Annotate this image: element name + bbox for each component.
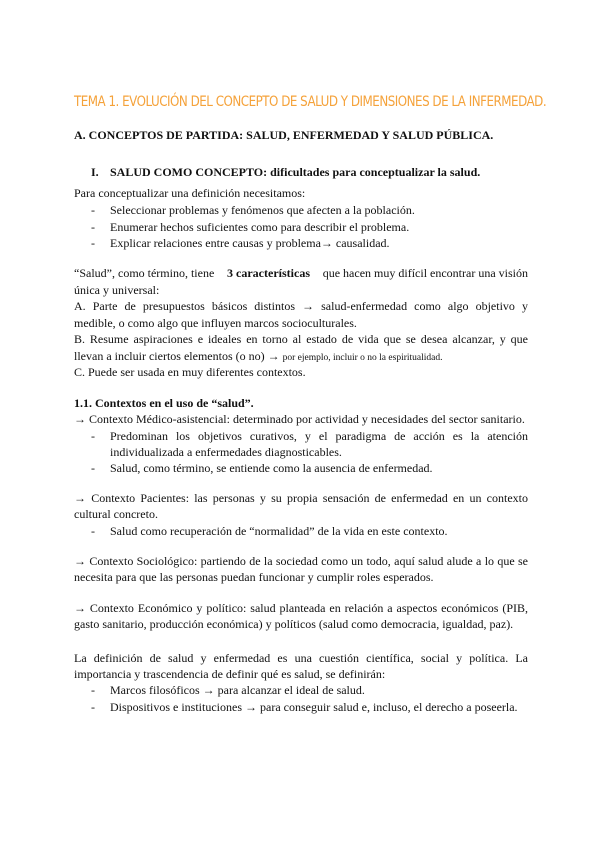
subsection-i-title: SALUD COMO CONCEPTO: dificultades para conceptualizar la salud. bbox=[110, 165, 481, 179]
list-item: individualizada a enfermedades diagnosticables. bbox=[110, 445, 342, 459]
document-title: TEMA 1. EVOLUCIÓN DEL CONCEPTO DE SALUD Y DIMENSIONES DE LA INFERMEDAD. bbox=[74, 94, 547, 110]
item-b-line: B. Resume aspiraciones e ideales en torno al estado de vida que se desea alcanzar, y que bbox=[74, 332, 528, 346]
bullet-dash: - bbox=[91, 461, 95, 475]
context-pacientes: cultural concreto. bbox=[74, 507, 158, 521]
intro-text: Para conceptualizar una definición necesitamos: bbox=[74, 186, 306, 200]
subsection-i-number: I. bbox=[91, 165, 99, 179]
context-pacientes: → Contexto Pacientes: las personas y su propia sensación de enfermedad en un contexto bbox=[74, 491, 528, 505]
bullet-dash: - bbox=[91, 683, 95, 697]
list-item: Dispositivos e instituciones → para conseguir salud e, incluso, el derecho a poseerla. bbox=[110, 700, 518, 714]
definition-paragraph: La definición de salud y enfermedad es una cuestión científica, social y política. La bbox=[74, 651, 528, 665]
list-item: Enumerar hechos suficientes como para describir el problema. bbox=[110, 220, 410, 234]
bullet-dash: - bbox=[91, 700, 95, 714]
bullet-dash: - bbox=[91, 429, 95, 443]
item-c-line: C. Puede ser usada en muy diferentes contextos. bbox=[74, 365, 306, 379]
salud-text: que hacen muy difícil encontrar una visión bbox=[322, 266, 528, 280]
item-a-line: A. Parte de presupuestos básicos distintos → salud-enfermedad como algo objetivo y bbox=[74, 299, 528, 313]
bullet-dash: - bbox=[91, 203, 95, 217]
salud-highlight: 3 características bbox=[227, 266, 310, 280]
bullet-dash: - bbox=[91, 220, 95, 234]
item-b-line bbox=[74, 349, 443, 365]
context-sociologico: necesita para que las personas puedan funcionar y cumplir roles esperados. bbox=[74, 570, 434, 584]
context-medico: → Contexto Médico-asistencial: determinado por actividad y necesidades del sector sanitario. bbox=[74, 412, 525, 426]
bullet-dash: - bbox=[91, 524, 95, 538]
item-b-text: llevan a incluir ciertos elementos (o no) → bbox=[74, 349, 280, 363]
salud-paragraph-end: única y universal: bbox=[74, 283, 160, 297]
item-b-example: por ejemplo, incluir o no la espiritualidad. bbox=[282, 353, 443, 363]
context-economico: → Contexto Económico y político: salud planteada en relación a aspectos económicos (PIB, bbox=[74, 601, 528, 615]
list-item: Predominan los objetivos curativos, y el paradigma de acción es la atención bbox=[110, 429, 528, 443]
salud-paragraph-line bbox=[74, 266, 528, 280]
context-economico: gasto sanitario, producción económica) y políticos (salud como democracia, igualdad, paz). bbox=[74, 617, 514, 631]
item-a-line: medible, o como algo que influyen marcos socioculturales. bbox=[74, 316, 357, 330]
definition-paragraph: importancia y trascendencia de definir qué es salud, se definirán: bbox=[74, 667, 386, 681]
bullet-dash: - bbox=[91, 236, 95, 250]
list-item: Seleccionar problemas y fenómenos que afecten a la población. bbox=[110, 203, 415, 217]
list-item: Marcos filosóficos → para alcanzar el ideal de salud. bbox=[110, 683, 365, 697]
context-sociologico: → Contexto Sociológico: partiendo de la sociedad como un todo, aquí salud alude a lo que se bbox=[74, 554, 528, 568]
subsection-1-1-heading: 1.1. Contextos en el uso de “salud”. bbox=[74, 396, 254, 410]
list-item: Explicar relaciones entre causas y problema→ causalidad. bbox=[110, 236, 390, 250]
section-a-heading: A. CONCEPTOS DE PARTIDA: SALUD, ENFERMEDAD Y SALUD PÚBLICA. bbox=[74, 128, 494, 142]
salud-text: “Salud”, como término, tiene bbox=[74, 266, 215, 280]
list-item: Salud, como término, se entiende como la ausencia de enfermedad. bbox=[110, 461, 433, 475]
list-item: Salud como recuperación de “normalidad” de la vida en este contexto. bbox=[110, 524, 448, 538]
